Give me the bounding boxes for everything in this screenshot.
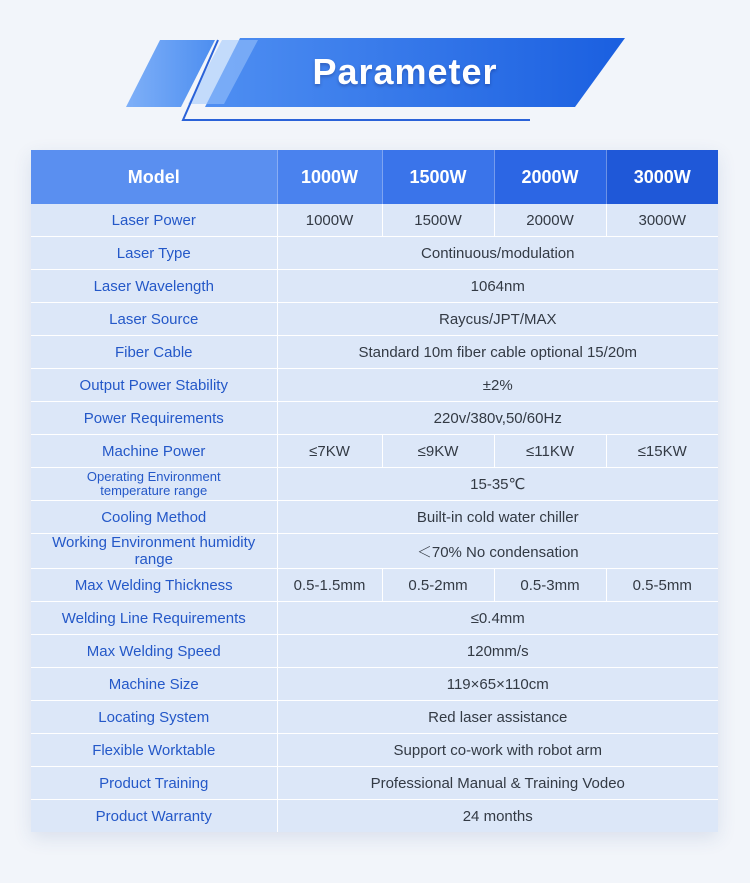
table-row (31, 204, 718, 237)
table-header-row (31, 150, 718, 204)
table-cell: Support co-work with robot arm (277, 734, 718, 767)
row-label: Welding Line Requirements (31, 602, 277, 635)
row-label: Laser Power (31, 204, 277, 237)
table-row (31, 635, 718, 668)
header-3000w: 3000W (606, 150, 718, 204)
table-cell: ≤15KW (606, 435, 718, 468)
row-label-line-2: temperature range (100, 483, 208, 498)
table-row (31, 270, 718, 303)
table-cell: 120mm/s (277, 635, 718, 668)
table-row (31, 701, 718, 734)
row-label: Machine Size (31, 668, 277, 701)
row-label: Machine Power (31, 435, 277, 468)
table-cell: ≤0.4mm (277, 602, 718, 635)
parameter-table (31, 150, 718, 832)
table-cell: Raycus/JPT/MAX (277, 303, 718, 336)
page-title: Parameter (312, 51, 498, 92)
table-row (31, 569, 718, 602)
header-1500w: 1500W (382, 150, 494, 204)
parameter-banner (0, 0, 750, 140)
row-label: Cooling Method (31, 501, 277, 534)
header-2000w: 2000W (494, 150, 606, 204)
table-row (31, 602, 718, 635)
row-label: Power Requirements (31, 402, 277, 435)
table-cell: ＜70% No condensation (277, 534, 718, 569)
table-row (31, 336, 718, 369)
table-row (31, 734, 718, 767)
row-label: Product Training (31, 767, 277, 800)
table-row (31, 435, 718, 468)
row-label: Locating System (31, 701, 277, 734)
row-label: Working Environment humidity range (31, 534, 277, 569)
table-row (31, 501, 718, 534)
row-label: Max Welding Thickness (31, 569, 277, 602)
table-row (31, 237, 718, 270)
table-cell: 1000W (277, 204, 382, 237)
header-model: Model (31, 150, 277, 204)
table-cell: 3000W (606, 204, 718, 237)
row-label: Laser Source (31, 303, 277, 336)
table-row (31, 534, 718, 569)
row-label: Max Welding Speed (31, 635, 277, 668)
row-label: Product Warranty (31, 800, 277, 833)
table-row (31, 369, 718, 402)
table-cell: Professional Manual & Training Vodeo (277, 767, 718, 800)
row-label: Output Power Stability (31, 369, 277, 402)
table-cell: 1500W (382, 204, 494, 237)
table-cell: 1064nm (277, 270, 718, 303)
table-row (31, 668, 718, 701)
table-cell: Standard 10m fiber cable optional 15/20m (277, 336, 718, 369)
row-label: Flexible Worktable (31, 734, 277, 767)
table-cell: ≤9KW (382, 435, 494, 468)
table-cell: 0.5-3mm (494, 569, 606, 602)
table-row (31, 800, 718, 833)
table-cell: 24 months (277, 800, 718, 833)
row-label: Fiber Cable (31, 336, 277, 369)
header-1000w: 1000W (277, 150, 382, 204)
table-cell: Red laser assistance (277, 701, 718, 734)
table-cell: ≤7KW (277, 435, 382, 468)
table-cell: 119×65×110cm (277, 668, 718, 701)
row-label: Laser Wavelength (31, 270, 277, 303)
table-cell: ±2% (277, 369, 718, 402)
table-row (31, 303, 718, 336)
table-cell: 0.5-5mm (606, 569, 718, 602)
table-row (31, 402, 718, 435)
row-label: Laser Type (31, 237, 277, 270)
table-row (31, 767, 718, 800)
row-label (31, 468, 277, 501)
row-label-line-1: Operating Environment (86, 469, 221, 484)
table-cell: Built-in cold water chiller (277, 501, 718, 534)
table-cell: 0.5-1.5mm (277, 569, 382, 602)
table-cell: 15-35℃ (277, 468, 718, 501)
table-cell: 2000W (494, 204, 606, 237)
table-cell: 220v/380v,50/60Hz (277, 402, 718, 435)
table-row (31, 468, 718, 501)
table-cell: 0.5-2mm (382, 569, 494, 602)
table-cell: Continuous/modulation (277, 237, 718, 270)
table-cell: ≤11KW (494, 435, 606, 468)
